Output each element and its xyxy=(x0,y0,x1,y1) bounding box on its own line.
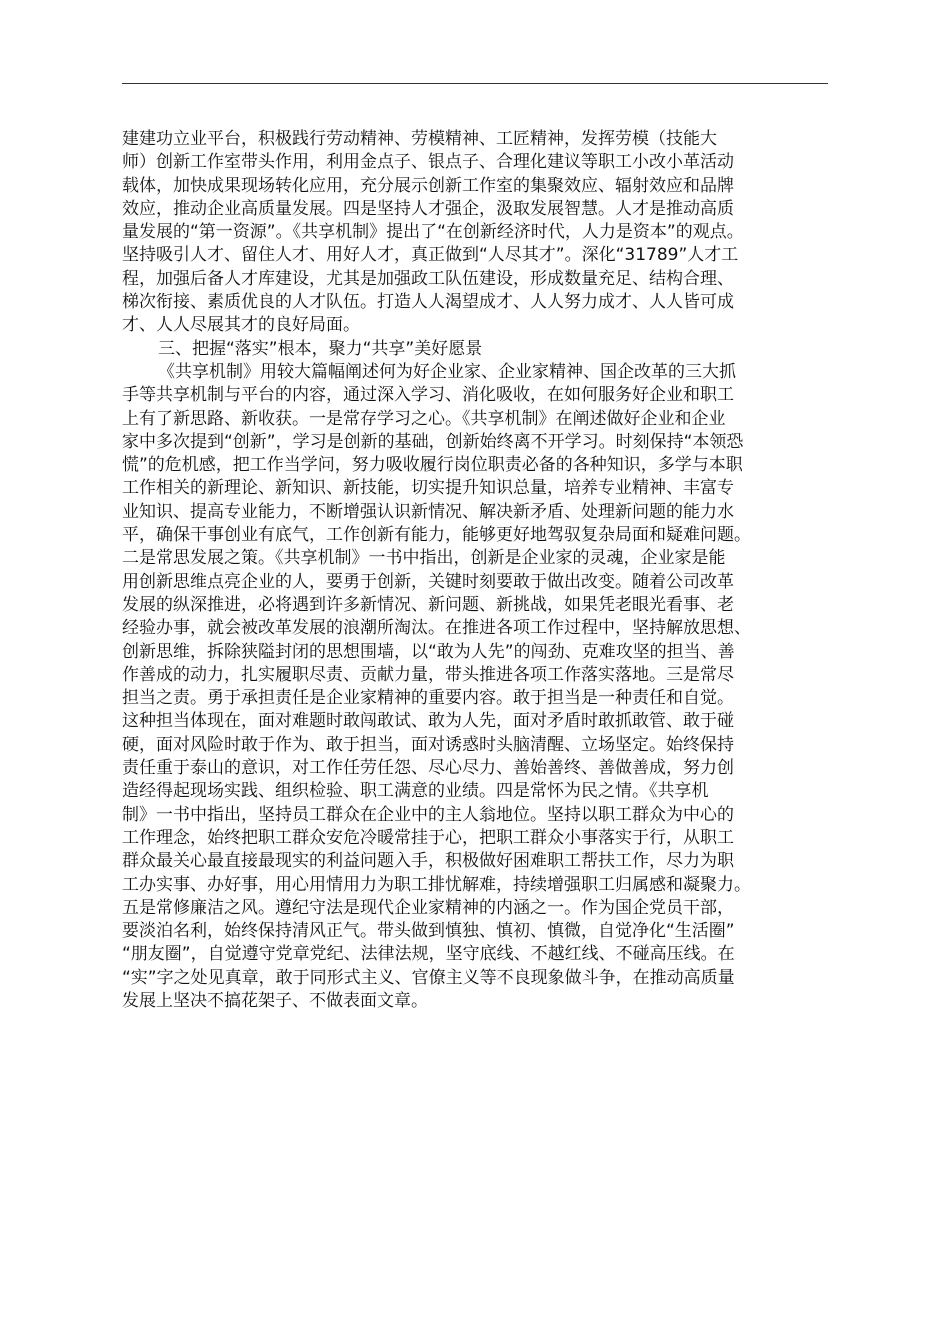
text-line: 硬，面对风险时敢于作为、敢于担当，面对诱惑时头脑清醒、立场坚定。始终保持 xyxy=(122,734,734,755)
text-line: 发展上坚决不搞花架子、不做表面文章。 xyxy=(122,990,428,1011)
text-line: 造经得起现场实践、组织检验、职工满意的业绩。四是常怀为民之情。《共享机 xyxy=(122,781,709,802)
text-line: 责任重于泰山的意识，对工作任劳任怨、尽心尽力、善始善终、善做善成，努力创 xyxy=(122,758,734,779)
text-line: 担当之责。勇于承担责任是企业家精神的重要内容。敢于担当是一种责任和自觉。 xyxy=(122,688,734,709)
header-rule xyxy=(122,83,828,84)
text-line: 用创新思维点亮企业的人，要勇于创新，关键时刻要敢于做出改变。随着公司改革 xyxy=(122,571,734,592)
text-line: 建建功立业平台，积极践行劳动精神、劳模精神、工匠精神，发挥劳模（技能大 xyxy=(122,129,717,149)
text-line: 二是常思发展之策。《共享机制》一书中指出，创新是企业家的灵魂，企业家是能 xyxy=(122,548,726,569)
text-line: 手等共享机制与平台的内容，通过深入学习、消化吸收，在如何服务好企业和职工 xyxy=(122,385,734,406)
text-line: 上有了新思路、新收获。一是常存学习之心。《共享机制》在阐述做好企业和企业 xyxy=(122,408,726,429)
text-line: “朋友圈”，自觉遵守党章党纪、法律法规，坚守底线、不越红线、不碰高压线。在 xyxy=(122,944,735,965)
text-line: 业知识、提高专业能力，不断增强认识新情况、解决新矛盾、处理新问题的能力水 xyxy=(122,501,734,522)
text-line: 梯次衔接、素质优良的人才队伍。打造人人渴望成才、人人努力成才、人人皆可成 xyxy=(122,292,734,313)
text-line: 发展的纵深推进，必将遇到许多新情况、新问题、新挑战，如果凭老眼光看事、老 xyxy=(122,594,734,615)
text-line: 平，确保干事创业有底气，工作创新有能力，能够更好地驾驭复杂局面和疑难问题。 xyxy=(122,525,751,546)
text-line: “实”字之处见真章，敢于同形式主义、官僚主义等不良现象做斗争，在推动高质量 xyxy=(122,967,735,988)
text-line: 要淡泊名利，始终保持清风正气。带头做到慎独、慎初、慎微，自觉净化“生活圈” xyxy=(122,921,735,942)
paragraph-first-line: 《共享机制》用较大篇幅阐述何为好企业家、企业家精神、国企改革的三大抓 xyxy=(158,361,736,382)
text-line: 家中多次提到“创新”，学习是创新的基础，创新始终离不开学习。时刻保持“本领恐 xyxy=(122,431,744,452)
text-line: 工作理念，始终把职工群众安危冷暖常挂于心，把职工群众小事落实于行，从职工 xyxy=(122,827,734,848)
text-line: 这种担当体现在，面对难题时敢闯敢试、敢为人先，面对矛盾时敢抓敢管、敢于碰 xyxy=(122,711,734,732)
text-line: 载体，加快成果现场转化应用，充分展示创新工作室的集聚效应、辐射效应和品牌 xyxy=(122,175,734,196)
text-line: 师）创新工作室带头作用，利用金点子、银点子、合理化建议等职工小改小革活动 xyxy=(122,152,734,173)
text-line: 程，加强后备人才库建设，尤其是加强政工队伍建设，形成数量充足、结构合理、 xyxy=(122,268,734,289)
text-line: 工办实事、办好事，用心用情用力为职工排忧解难，持续增强职工归属感和凝聚力。 xyxy=(122,874,751,895)
text-line: 才、人人尽展其才的良好局面。 xyxy=(122,315,360,336)
document-body xyxy=(122,128,828,1013)
text-line: 量发展的“第一资源”。《共享机制》提出了“在创新经济时代，人力是资本”的观点。 xyxy=(122,222,744,243)
text-line: 作善成的动力，扎实履职尽责、贡献力量，带头推进各项工作落实落地。三是常尽 xyxy=(122,664,734,685)
text-line: 工作相关的新理论、新知识、新技能，切实提升知识总量，培养专业精神、丰富专 xyxy=(122,478,734,499)
text-line: 五是常修廉洁之风。遵纪守法是现代企业家精神的内涵之一。作为国企党员干部， xyxy=(122,897,734,918)
text-line: 坚持吸引人才、留住人才、用好人才，真正做到“人尽其才”。深化“31789”人才工 xyxy=(122,245,739,266)
text-line: 经验办事，就会被改革发展的浪潮所淘汰。在推进各项工作过程中，坚持解放思想、 xyxy=(122,618,751,639)
text-line: 制》一书中指出，坚持员工群众在企业中的主人翁地位。坚持以职工群众为中心的 xyxy=(122,804,734,825)
text-line: 群众最关心最直接最现实的利益问题入手，积极做好困难职工帮扶工作，尽力为职 xyxy=(122,851,734,872)
text-line: 效应，推动企业高质量发展。四是坚持人才强企，汲取发展智慧。人才是推动高质 xyxy=(122,198,734,219)
section-heading: 三、把握“落实”根本，聚力“共享”美好愿景 xyxy=(158,338,483,359)
text-line: 创新思维，拆除狭隘封闭的思想围墙，以“敢为人先”的闯劲、克难攻坚的担当、善 xyxy=(122,641,735,662)
text-line: 慌”的危机感，把工作当学问，努力吸收履行岗位职责必备的各种知识，多学与本职 xyxy=(122,455,743,476)
